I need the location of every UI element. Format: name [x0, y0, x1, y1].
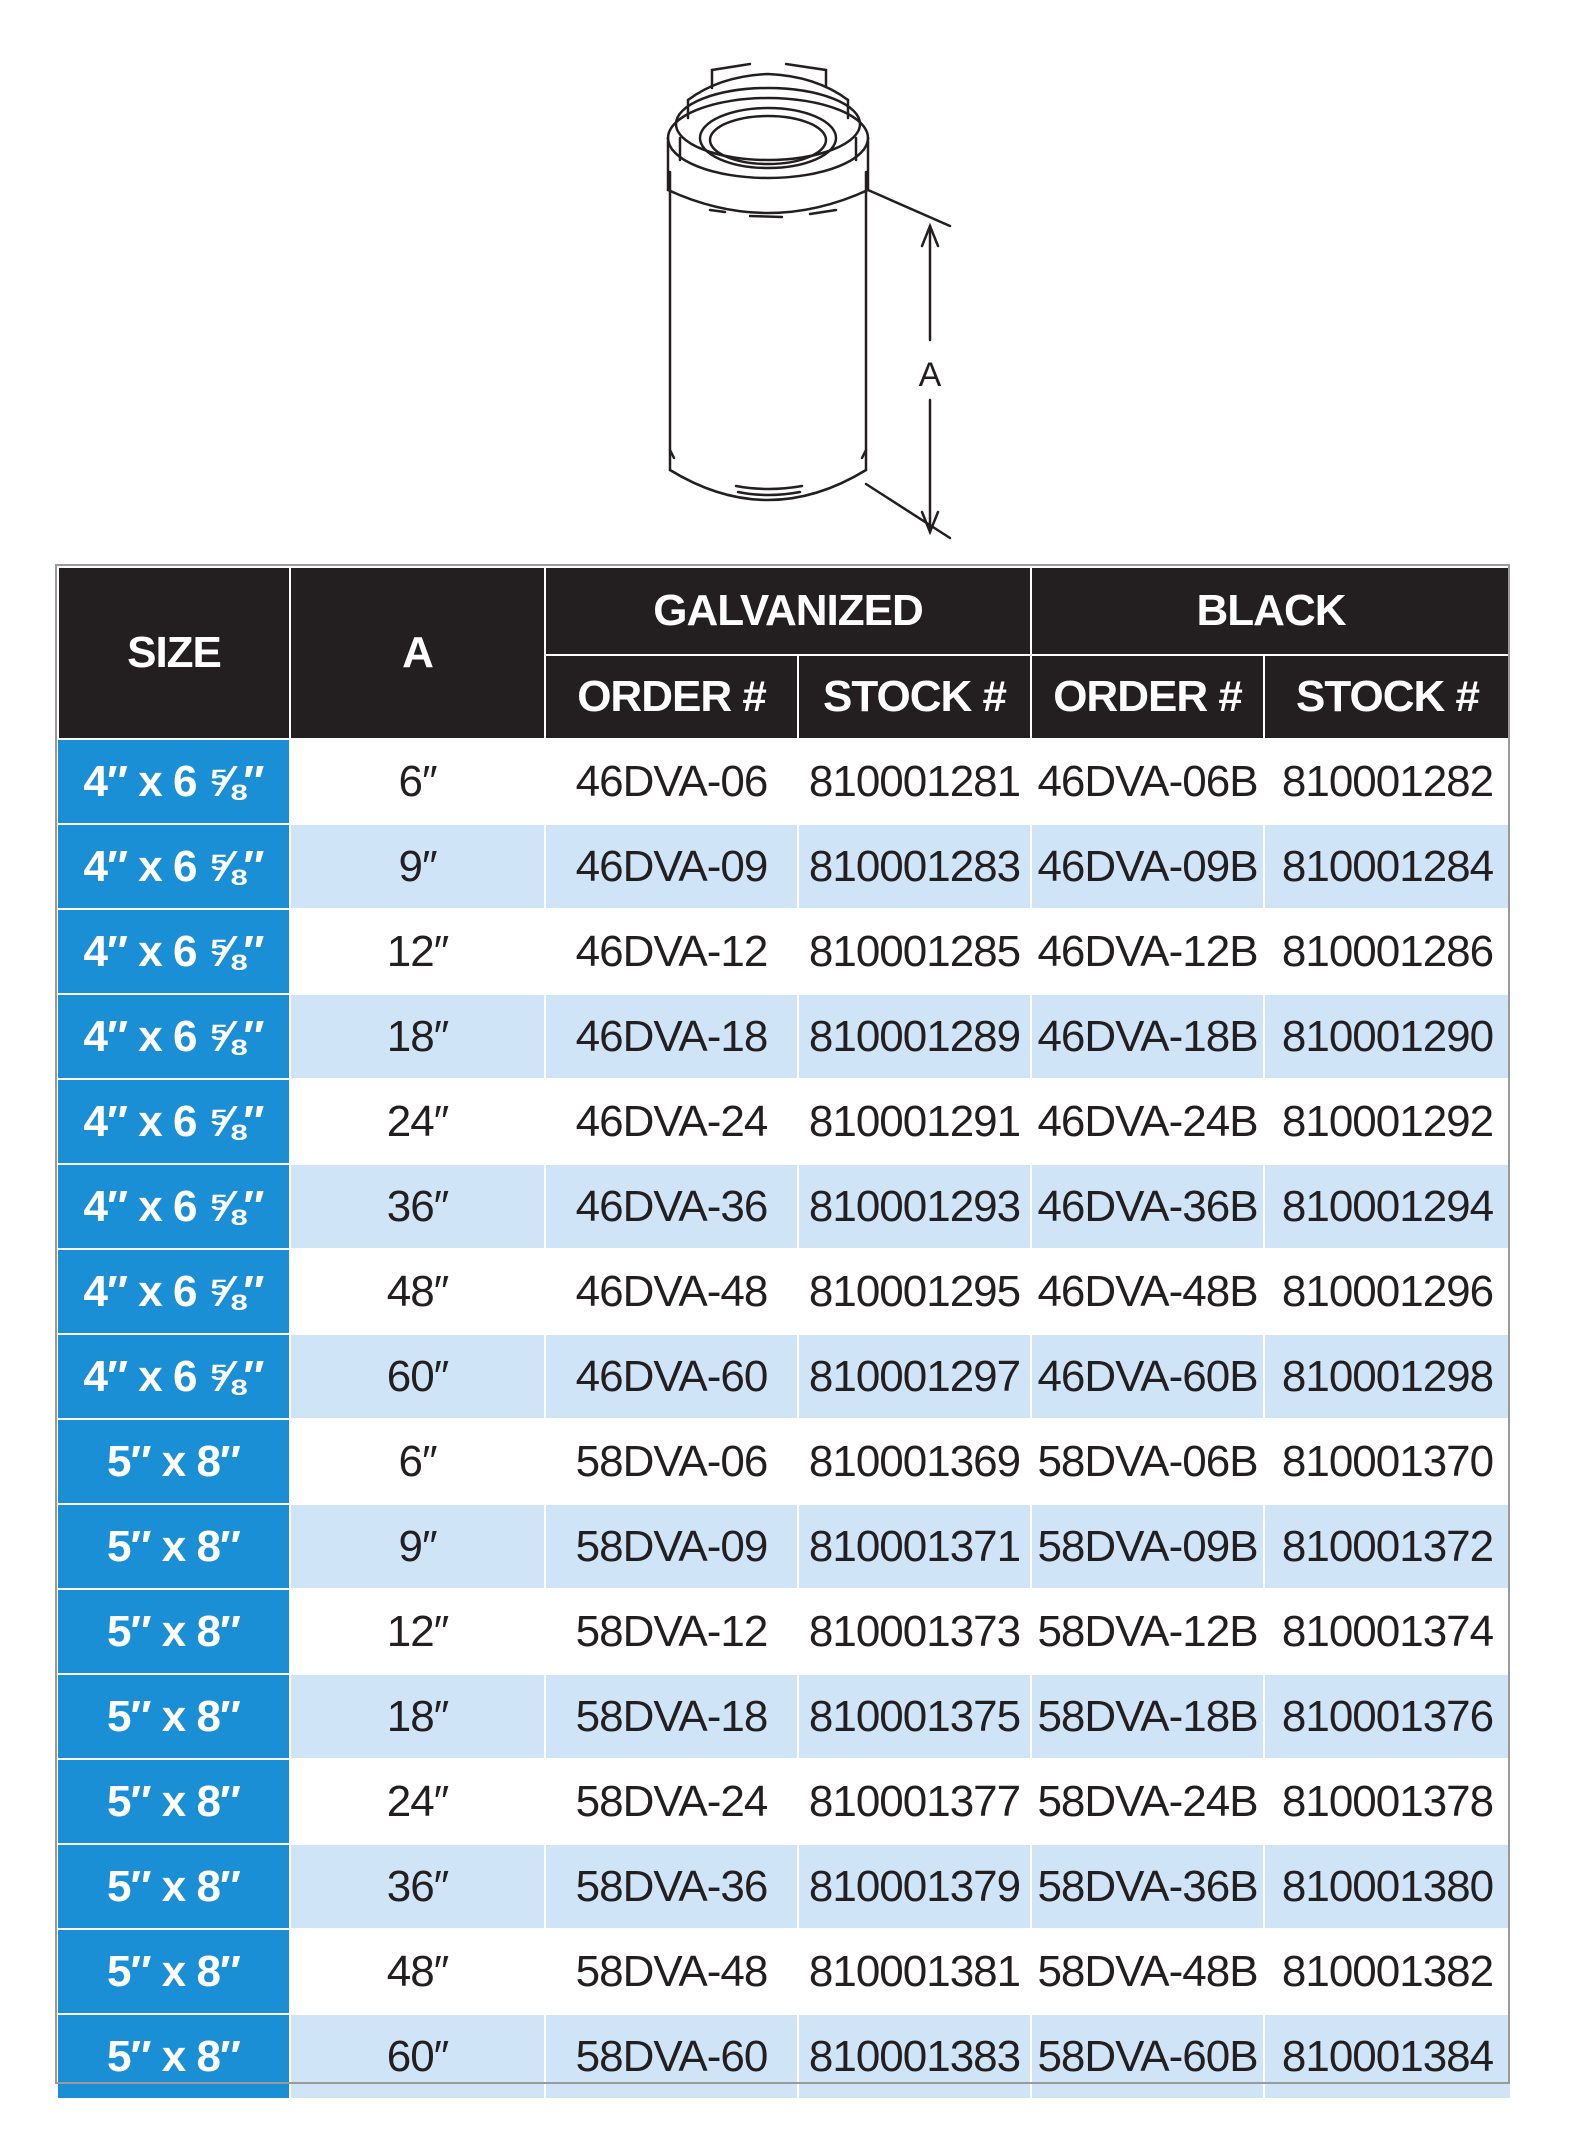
table-row: [58, 1164, 1511, 1249]
size-cell: 4″ x 6 ⅝″: [58, 824, 290, 909]
header-a: A: [290, 567, 545, 739]
black-stock-cell: 810001384: [1264, 2014, 1511, 2099]
pipe-section-illustration: [600, 40, 1000, 560]
header-black-stock: STOCK #: [1264, 655, 1511, 739]
header-black: BLACK: [1031, 567, 1511, 655]
a-cell: 9″: [290, 824, 545, 909]
a-cell: 24″: [290, 1079, 545, 1164]
galv-stock-cell: 810001285: [798, 909, 1031, 994]
black-stock-cell: 810001372: [1264, 1504, 1511, 1589]
black-order-cell: 46DVA-06B: [1031, 739, 1264, 824]
black-stock-cell: 810001376: [1264, 1674, 1511, 1759]
black-stock-cell: 810001382: [1264, 1929, 1511, 2014]
black-order-cell: 58DVA-36B: [1031, 1844, 1264, 1929]
galv-order-cell: 46DVA-60: [545, 1334, 798, 1419]
header-galvanized: GALVANIZED: [545, 567, 1031, 655]
size-cell: 4″ x 6 ⅝″: [58, 1164, 290, 1249]
galv-order-cell: 58DVA-12: [545, 1589, 798, 1674]
galv-stock-cell: 810001289: [798, 994, 1031, 1079]
galv-stock-cell: 810001379: [798, 1844, 1031, 1929]
size-cell: 5″ x 8″: [58, 1929, 290, 2014]
black-order-cell: 58DVA-48B: [1031, 1929, 1264, 2014]
header-size: SIZE: [58, 567, 290, 739]
galv-stock-cell: 810001295: [798, 1249, 1031, 1334]
size-cell: 4″ x 6 ⅝″: [58, 1079, 290, 1164]
header-black-order: ORDER #: [1031, 655, 1264, 739]
black-order-cell: 46DVA-60B: [1031, 1334, 1264, 1419]
galv-order-cell: 58DVA-09: [545, 1504, 798, 1589]
a-cell: 36″: [290, 1164, 545, 1249]
black-order-cell: 58DVA-09B: [1031, 1504, 1264, 1589]
black-order-cell: 58DVA-24B: [1031, 1759, 1264, 1844]
galv-stock-cell: 810001377: [798, 1759, 1031, 1844]
size-cell: 5″ x 8″: [58, 1674, 290, 1759]
table-row: [58, 1844, 1511, 1929]
galv-order-cell: 58DVA-06: [545, 1419, 798, 1504]
table-row: [58, 1504, 1511, 1589]
black-stock-cell: 810001380: [1264, 1844, 1511, 1929]
table-row: [58, 994, 1511, 1079]
table-row: [58, 1334, 1511, 1419]
galv-order-cell: 58DVA-18: [545, 1674, 798, 1759]
black-order-cell: 46DVA-48B: [1031, 1249, 1264, 1334]
black-stock-cell: 810001296: [1264, 1249, 1511, 1334]
table-row: [58, 824, 1511, 909]
size-cell: 4″ x 6 ⅝″: [58, 739, 290, 824]
galv-order-cell: 46DVA-18: [545, 994, 798, 1079]
a-cell: 18″: [290, 1674, 545, 1759]
header-galv-order: ORDER #: [545, 655, 798, 739]
galv-stock-cell: 810001297: [798, 1334, 1031, 1419]
black-order-cell: 58DVA-60B: [1031, 2014, 1264, 2099]
a-cell: 60″: [290, 2014, 545, 2099]
a-cell: 12″: [290, 1589, 545, 1674]
galv-stock-cell: 810001293: [798, 1164, 1031, 1249]
galv-order-cell: 46DVA-06: [545, 739, 798, 824]
galv-order-cell: 58DVA-36: [545, 1844, 798, 1929]
galv-order-cell: 46DVA-09: [545, 824, 798, 909]
size-cell: 4″ x 6 ⅝″: [58, 1334, 290, 1419]
galv-stock-cell: 810001371: [798, 1504, 1031, 1589]
black-stock-cell: 810001292: [1264, 1079, 1511, 1164]
size-cell: 4″ x 6 ⅝″: [58, 994, 290, 1079]
table-row: [58, 1419, 1511, 1504]
galv-order-cell: 58DVA-48: [545, 1929, 798, 2014]
table-row: [58, 1589, 1511, 1674]
galv-order-cell: 58DVA-60: [545, 2014, 798, 2099]
a-cell: 60″: [290, 1334, 545, 1419]
table-row: [58, 1674, 1511, 1759]
a-cell: 36″: [290, 1844, 545, 1929]
black-order-cell: 58DVA-18B: [1031, 1674, 1264, 1759]
black-stock-cell: 810001282: [1264, 739, 1511, 824]
galv-stock-cell: 810001381: [798, 1929, 1031, 2014]
black-stock-cell: 810001294: [1264, 1164, 1511, 1249]
black-stock-cell: 810001374: [1264, 1589, 1511, 1674]
black-stock-cell: 810001286: [1264, 909, 1511, 994]
black-order-cell: 46DVA-18B: [1031, 994, 1264, 1079]
black-order-cell: 46DVA-12B: [1031, 909, 1264, 994]
size-cell: 5″ x 8″: [58, 2014, 290, 2099]
a-cell: 48″: [290, 1249, 545, 1334]
black-order-cell: 58DVA-06B: [1031, 1419, 1264, 1504]
table-row: [58, 2014, 1511, 2099]
size-cell: 5″ x 8″: [58, 1589, 290, 1674]
galv-order-cell: 46DVA-36: [545, 1164, 798, 1249]
galv-order-cell: 46DVA-12: [545, 909, 798, 994]
galv-stock-cell: 810001383: [798, 2014, 1031, 2099]
dimension-label-a: A: [918, 356, 942, 394]
size-cell: 5″ x 8″: [58, 1419, 290, 1504]
size-cell: 4″ x 6 ⅝″: [58, 1249, 290, 1334]
galv-stock-cell: 810001281: [798, 739, 1031, 824]
black-stock-cell: 810001378: [1264, 1759, 1511, 1844]
galv-order-cell: 46DVA-48: [545, 1249, 798, 1334]
black-order-cell: 46DVA-24B: [1031, 1079, 1264, 1164]
black-order-cell: 58DVA-12B: [1031, 1589, 1264, 1674]
size-cell: 5″ x 8″: [58, 1844, 290, 1929]
a-cell: 6″: [290, 739, 545, 824]
black-stock-cell: 810001298: [1264, 1334, 1511, 1419]
black-stock-cell: 810001370: [1264, 1419, 1511, 1504]
a-cell: 48″: [290, 1929, 545, 2014]
galv-stock-cell: 810001375: [798, 1674, 1031, 1759]
a-cell: 9″: [290, 1504, 545, 1589]
table-row: [58, 739, 1511, 824]
black-order-cell: 46DVA-09B: [1031, 824, 1264, 909]
header-galv-stock: STOCK #: [798, 655, 1031, 739]
table-row: [58, 1759, 1511, 1844]
galv-stock-cell: 810001373: [798, 1589, 1031, 1674]
galv-stock-cell: 810001283: [798, 824, 1031, 909]
size-cell: 4″ x 6 ⅝″: [58, 909, 290, 994]
galv-stock-cell: 810001291: [798, 1079, 1031, 1164]
galv-stock-cell: 810001369: [798, 1419, 1031, 1504]
size-cell: 5″ x 8″: [58, 1504, 290, 1589]
galv-order-cell: 46DVA-24: [545, 1079, 798, 1164]
size-cell: 5″ x 8″: [58, 1759, 290, 1844]
a-cell: 6″: [290, 1419, 545, 1504]
table-row: [58, 1079, 1511, 1164]
table-row: [58, 1249, 1511, 1334]
vent-pipe-spec-table: [57, 566, 1512, 2100]
table-row: [58, 1929, 1511, 2014]
a-cell: 24″: [290, 1759, 545, 1844]
galv-order-cell: 58DVA-24: [545, 1759, 798, 1844]
a-cell: 12″: [290, 909, 545, 994]
black-stock-cell: 810001284: [1264, 824, 1511, 909]
black-order-cell: 46DVA-36B: [1031, 1164, 1264, 1249]
a-cell: 18″: [290, 994, 545, 1079]
table-row: [58, 909, 1511, 994]
black-stock-cell: 810001290: [1264, 994, 1511, 1079]
table-body: [58, 739, 1511, 2099]
